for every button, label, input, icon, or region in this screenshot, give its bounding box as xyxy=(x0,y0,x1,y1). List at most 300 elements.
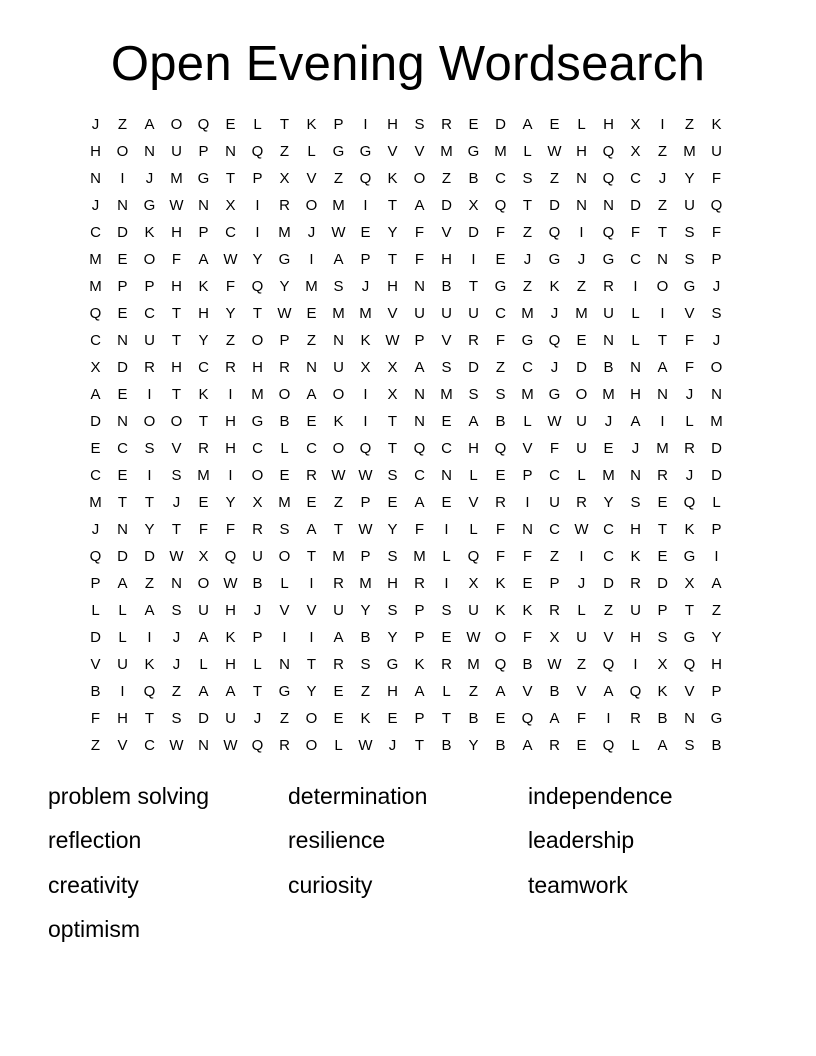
grid-letter: Z xyxy=(522,224,533,241)
grid-letter: H xyxy=(387,683,398,700)
grid-letter: U xyxy=(198,602,209,619)
grid-letter: Q xyxy=(602,170,615,187)
grid-letter: Q xyxy=(629,683,642,700)
grid-letter: C xyxy=(117,440,128,457)
grid-letter: Z xyxy=(441,170,452,187)
grid-letter: K xyxy=(225,629,236,646)
grid-letter: E xyxy=(495,251,506,268)
grid-letter: F xyxy=(495,224,506,241)
grid-letter: I xyxy=(255,197,260,214)
grid-letter: F xyxy=(549,440,560,457)
grid-letter: C xyxy=(144,305,155,322)
grid-letter: F xyxy=(711,224,722,241)
grid-letter: Q xyxy=(602,224,615,241)
grid-letter: U xyxy=(711,143,722,160)
grid-letter: T xyxy=(522,197,533,214)
grid-letter: Q xyxy=(89,305,102,322)
grid-letter: S xyxy=(360,656,371,673)
grid-letter: T xyxy=(306,548,317,565)
grid-letter: Q xyxy=(602,656,615,673)
grid-letter: U xyxy=(576,629,587,646)
grid-letter: M xyxy=(602,467,615,484)
grid-letter: J xyxy=(550,359,559,376)
grid-letter: O xyxy=(305,710,318,727)
grid-letter: N xyxy=(306,359,317,376)
grid-letter: H xyxy=(603,116,614,133)
grid-letter: B xyxy=(495,737,506,754)
grid-letter: Y xyxy=(144,521,155,538)
grid-letter: W xyxy=(547,656,562,673)
grid-letter: E xyxy=(657,494,668,511)
grid-letter: D xyxy=(198,710,209,727)
grid-letter: P xyxy=(198,143,209,160)
grid-letter: L xyxy=(442,683,451,700)
grid-letter: M xyxy=(278,224,291,241)
grid-letter: X xyxy=(90,359,101,376)
grid-letter: A xyxy=(495,683,506,700)
grid-letter: O xyxy=(305,197,318,214)
grid-letter: A xyxy=(657,359,668,376)
grid-letter: W xyxy=(277,305,292,322)
grid-row xyxy=(82,570,730,597)
grid-letter: L xyxy=(469,467,478,484)
grid-letter: A xyxy=(333,251,344,268)
grid-letter: X xyxy=(468,575,479,592)
grid-letter: R xyxy=(630,710,641,727)
grid-letter: V xyxy=(603,629,614,646)
grid-letter: E xyxy=(117,305,128,322)
grid-letter: Z xyxy=(549,170,560,187)
grid-letter: E xyxy=(306,305,317,322)
grid-letter: N xyxy=(657,386,668,403)
grid-letter: S xyxy=(387,602,398,619)
grid-letter: I xyxy=(633,656,638,673)
grid-letter: C xyxy=(90,467,101,484)
grid-letter: K xyxy=(684,521,695,538)
grid-letter: M xyxy=(197,467,210,484)
grid-letter: Z xyxy=(495,359,506,376)
grid-letter: H xyxy=(387,278,398,295)
grid-letter: T xyxy=(279,116,290,133)
grid-letter: H xyxy=(630,386,641,403)
grid-letter: E xyxy=(360,224,371,241)
grid-letter: Q xyxy=(548,224,561,241)
grid-letter: S xyxy=(387,467,398,484)
grid-letter: J xyxy=(550,305,559,322)
grid-letter: U xyxy=(576,440,587,457)
grid-letter: P xyxy=(711,683,722,700)
grid-letter: E xyxy=(441,413,452,430)
grid-row xyxy=(82,651,730,678)
grid-letter: G xyxy=(359,143,372,160)
grid-letter: Z xyxy=(684,116,695,133)
grid-letter: J xyxy=(307,224,316,241)
grid-letter: Y xyxy=(603,494,614,511)
grid-letter: S xyxy=(684,224,695,241)
grid-letter: C xyxy=(630,170,641,187)
grid-letter: E xyxy=(90,440,101,457)
grid-letter: B xyxy=(90,683,101,700)
grid-letter: E xyxy=(657,548,668,565)
grid-letter: O xyxy=(494,629,507,646)
grid-letter: S xyxy=(684,251,695,268)
grid-letter: G xyxy=(467,143,480,160)
grid-letter: T xyxy=(684,602,695,619)
grid-letter: O xyxy=(656,278,669,295)
grid-letter: L xyxy=(334,737,343,754)
grid-letter: G xyxy=(683,548,696,565)
grid-letter: O xyxy=(170,116,183,133)
grid-letter: A xyxy=(414,359,425,376)
grid-letter: D xyxy=(441,197,452,214)
grid-letter: X xyxy=(684,575,695,592)
grid-letter: T xyxy=(387,251,398,268)
grid-letter: U xyxy=(576,413,587,430)
grid-letter: I xyxy=(363,116,368,133)
grid-letter: E xyxy=(117,467,128,484)
grid-letter: X xyxy=(468,197,479,214)
grid-letter: R xyxy=(657,467,668,484)
grid-letter: L xyxy=(280,575,289,592)
grid-row xyxy=(82,624,730,651)
grid-letter: O xyxy=(278,548,291,565)
grid-letter: I xyxy=(525,494,530,511)
grid-letter: C xyxy=(495,170,506,187)
grid-letter: P xyxy=(657,602,668,619)
grid-letter: N xyxy=(225,143,236,160)
grid-letter: S xyxy=(171,467,182,484)
word-list-item: reflection xyxy=(48,827,142,854)
grid-letter: W xyxy=(466,629,481,646)
grid-letter: L xyxy=(91,602,100,619)
grid-letter: V xyxy=(387,305,398,322)
grid-letter: R xyxy=(279,737,290,754)
grid-letter: L xyxy=(280,440,289,457)
grid-letter: L xyxy=(712,494,721,511)
grid-letter: Z xyxy=(279,143,290,160)
grid-letter: H xyxy=(90,143,101,160)
grid-letter: M xyxy=(440,143,453,160)
grid-letter: Q xyxy=(251,737,264,754)
grid-letter: Z xyxy=(576,656,587,673)
grid-letter: E xyxy=(198,494,209,511)
grid-letter: A xyxy=(657,737,668,754)
grid-letter: F xyxy=(414,224,425,241)
grid-letter: Z xyxy=(144,575,155,592)
grid-letter: W xyxy=(223,251,238,268)
grid-letter: L xyxy=(631,737,640,754)
grid-letter: P xyxy=(117,278,128,295)
grid-letter: M xyxy=(170,170,183,187)
grid-letter: P xyxy=(90,575,101,592)
grid-letter: T xyxy=(468,278,479,295)
grid-letter: D xyxy=(90,629,101,646)
grid-letter: M xyxy=(656,440,669,457)
grid-letter: W xyxy=(547,143,562,160)
grid-letter: A xyxy=(198,629,209,646)
grid-row xyxy=(82,489,730,516)
grid-letter: Q xyxy=(494,197,507,214)
grid-letter: V xyxy=(441,224,452,241)
grid-letter: Q xyxy=(89,548,102,565)
grid-letter: Z xyxy=(225,332,236,349)
grid-letter: X xyxy=(387,359,398,376)
grid-letter: A xyxy=(144,602,155,619)
grid-letter: H xyxy=(171,278,182,295)
grid-letter: A xyxy=(198,683,209,700)
word-list-item: resilience xyxy=(288,827,386,854)
grid-letter: L xyxy=(523,143,532,160)
grid-letter: T xyxy=(252,305,263,322)
grid-letter: B xyxy=(522,656,533,673)
grid-row xyxy=(82,597,730,624)
grid-letter: F xyxy=(495,521,506,538)
grid-letter: V xyxy=(522,683,533,700)
grid-letter: V xyxy=(522,440,533,457)
grid-letter: W xyxy=(223,737,238,754)
grid-letter: H xyxy=(711,656,722,673)
grid-letter: K xyxy=(657,683,668,700)
grid-letter: M xyxy=(359,305,372,322)
grid-letter: I xyxy=(228,467,233,484)
grid-letter: E xyxy=(306,494,317,511)
grid-letter: R xyxy=(414,575,425,592)
grid-letter: S xyxy=(279,521,290,538)
grid-letter: P xyxy=(252,170,263,187)
grid-letter: R xyxy=(549,737,560,754)
grid-letter: F xyxy=(630,224,641,241)
grid-letter: E xyxy=(603,440,614,457)
grid-letter: B xyxy=(657,710,668,727)
grid-letter: L xyxy=(469,521,478,538)
grid-letter: M xyxy=(251,386,264,403)
grid-letter: S xyxy=(144,440,155,457)
grid-letter: F xyxy=(576,710,587,727)
grid-letter: A xyxy=(90,386,101,403)
grid-letter: C xyxy=(630,251,641,268)
grid-letter: J xyxy=(577,251,586,268)
grid-letter: M xyxy=(89,278,102,295)
grid-letter: Z xyxy=(171,683,182,700)
grid-letter: D xyxy=(468,359,479,376)
grid-letter: W xyxy=(169,737,184,754)
grid-letter: I xyxy=(309,575,314,592)
grid-letter: J xyxy=(253,710,262,727)
grid-letter: A xyxy=(225,683,236,700)
grid-letter: C xyxy=(603,521,614,538)
grid-letter: I xyxy=(147,467,152,484)
grid-letter: Y xyxy=(468,737,479,754)
grid-letter: W xyxy=(358,521,373,538)
grid-letter: N xyxy=(630,467,641,484)
grid-letter: L xyxy=(199,656,208,673)
grid-letter: B xyxy=(549,683,560,700)
grid-letter: I xyxy=(660,413,665,430)
grid-letter: Z xyxy=(90,737,101,754)
grid-letter: Y xyxy=(684,170,695,187)
grid-letter: T xyxy=(171,386,182,403)
grid-letter: V xyxy=(90,656,101,673)
grid-letter: G xyxy=(278,683,291,700)
grid-letter: A xyxy=(144,116,155,133)
grid-letter: Q xyxy=(413,440,426,457)
grid-letter: E xyxy=(522,575,533,592)
grid-letter: F xyxy=(90,710,101,727)
grid-letter: Q xyxy=(197,116,210,133)
grid-letter: Y xyxy=(279,278,290,295)
grid-letter: G xyxy=(548,386,561,403)
grid-letter: Z xyxy=(279,710,290,727)
grid-letter: Z xyxy=(522,278,533,295)
grid-letter: H xyxy=(117,710,128,727)
grid-letter: J xyxy=(577,575,586,592)
grid-letter: N xyxy=(117,197,128,214)
grid-letter: R xyxy=(279,197,290,214)
grid-letter: K xyxy=(306,116,317,133)
letter-grid xyxy=(82,111,730,759)
grid-letter: E xyxy=(441,629,452,646)
grid-letter: H xyxy=(630,521,641,538)
grid-letter: U xyxy=(684,197,695,214)
grid-letter: A xyxy=(603,683,614,700)
grid-letter: F xyxy=(684,359,695,376)
grid-letter: E xyxy=(333,710,344,727)
grid-letter: X xyxy=(198,548,209,565)
grid-letter: K xyxy=(144,224,155,241)
grid-letter: D xyxy=(117,359,128,376)
grid-letter: N xyxy=(576,170,587,187)
grid-letter: D xyxy=(603,575,614,592)
grid-letter: P xyxy=(360,548,371,565)
grid-letter: L xyxy=(631,305,640,322)
grid-letter: U xyxy=(441,305,452,322)
grid-letter: Q xyxy=(548,332,561,349)
grid-letter: A xyxy=(306,521,317,538)
grid-letter: O xyxy=(710,359,723,376)
grid-letter: P xyxy=(711,521,722,538)
grid-letter: Z xyxy=(360,683,371,700)
grid-letter: R xyxy=(441,116,452,133)
grid-letter: M xyxy=(467,656,480,673)
grid-letter: I xyxy=(309,251,314,268)
grid-row xyxy=(82,327,730,354)
grid-letter: K xyxy=(495,575,506,592)
grid-letter: I xyxy=(471,251,476,268)
grid-letter: V xyxy=(171,440,182,457)
grid-letter: W xyxy=(331,224,346,241)
grid-letter: Q xyxy=(494,440,507,457)
grid-letter: Y xyxy=(387,629,398,646)
grid-letter: B xyxy=(468,170,479,187)
grid-letter: G xyxy=(521,332,534,349)
grid-letter: T xyxy=(657,521,668,538)
grid-letter: D xyxy=(549,197,560,214)
grid-letter: G xyxy=(197,170,210,187)
grid-letter: I xyxy=(147,386,152,403)
grid-letter: S xyxy=(630,494,641,511)
grid-letter: Z xyxy=(468,683,479,700)
grid-letter: N xyxy=(603,197,614,214)
grid-letter: M xyxy=(332,548,345,565)
grid-letter: Q xyxy=(143,683,156,700)
grid-letter: I xyxy=(228,386,233,403)
grid-letter: K xyxy=(414,656,425,673)
grid-letter: H xyxy=(468,440,479,457)
grid-letter: D xyxy=(711,467,722,484)
grid-letter: T xyxy=(333,521,344,538)
grid-letter: I xyxy=(309,629,314,646)
grid-letter: W xyxy=(385,332,400,349)
grid-letter: X xyxy=(630,116,641,133)
grid-letter: F xyxy=(225,278,236,295)
grid-letter: Z xyxy=(657,197,668,214)
grid-letter: V xyxy=(684,305,695,322)
grid-letter: C xyxy=(414,467,425,484)
grid-letter: B xyxy=(279,413,290,430)
word-list-item: curiosity xyxy=(288,871,373,898)
grid-letter: C xyxy=(144,737,155,754)
grid-letter: E xyxy=(279,467,290,484)
grid-row xyxy=(82,354,730,381)
grid-letter: E xyxy=(576,332,587,349)
grid-letter: N xyxy=(117,332,128,349)
grid-letter: F xyxy=(495,332,506,349)
grid-letter: F xyxy=(495,548,506,565)
grid-letter: X xyxy=(225,197,236,214)
grid-letter: K xyxy=(711,116,722,133)
grid-row xyxy=(82,678,730,705)
grid-letter: O xyxy=(170,413,183,430)
grid-letter: L xyxy=(523,413,532,430)
grid-letter: O xyxy=(143,413,156,430)
grid-letter: C xyxy=(549,467,560,484)
grid-letter: S xyxy=(171,602,182,619)
grid-row xyxy=(82,273,730,300)
grid-letter: X xyxy=(360,359,371,376)
grid-letter: H xyxy=(171,359,182,376)
grid-letter: O xyxy=(251,467,264,484)
grid-letter: N xyxy=(117,413,128,430)
grid-letter: R xyxy=(333,575,344,592)
grid-letter: J xyxy=(712,278,721,295)
grid-letter: V xyxy=(306,170,317,187)
grid-letter: O xyxy=(332,440,345,457)
grid-letter: Q xyxy=(683,494,696,511)
grid-letter: Q xyxy=(602,737,615,754)
grid-letter: C xyxy=(441,440,452,457)
grid-letter: S xyxy=(414,116,425,133)
grid-letter: V xyxy=(117,737,128,754)
grid-letter: U xyxy=(333,602,344,619)
grid-letter: C xyxy=(90,332,101,349)
grid-letter: G xyxy=(494,278,507,295)
grid-letter: O xyxy=(278,386,291,403)
grid-letter: R xyxy=(603,278,614,295)
grid-letter: A xyxy=(414,494,425,511)
grid-letter: T xyxy=(387,197,398,214)
grid-letter: Q xyxy=(359,170,372,187)
grid-letter: B xyxy=(441,737,452,754)
grid-letter: N xyxy=(414,278,425,295)
grid-letter: E xyxy=(225,116,236,133)
grid-letter: J xyxy=(712,332,721,349)
grid-letter: O xyxy=(575,386,588,403)
grid-letter: U xyxy=(630,602,641,619)
grid-letter: R xyxy=(225,359,236,376)
grid-row xyxy=(82,462,730,489)
grid-letter: C xyxy=(252,440,263,457)
grid-letter: A xyxy=(711,575,722,592)
